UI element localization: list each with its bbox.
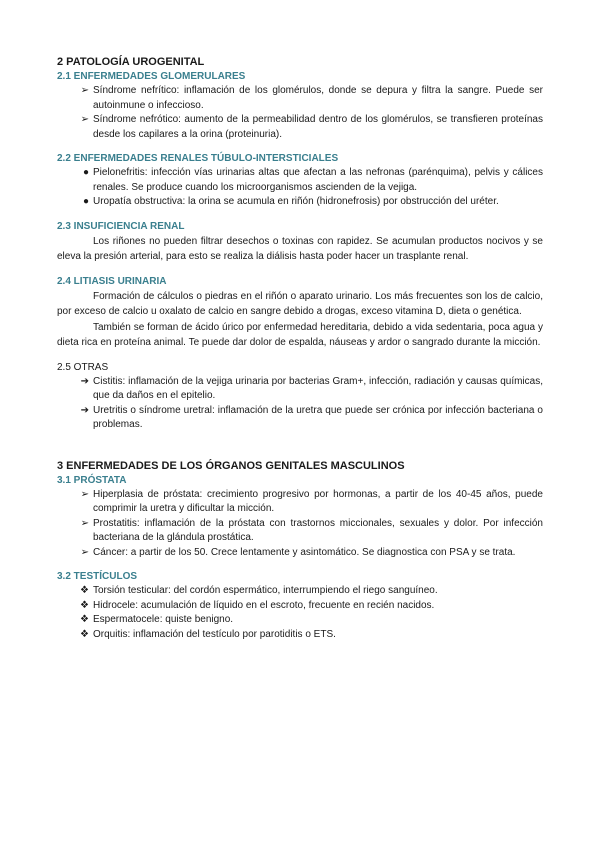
arrowhead-bullet-icon: ➢ (80, 114, 89, 125)
list-item (57, 375, 543, 404)
diamond-bullet-icon: ❖ (80, 628, 89, 640)
section-2-1-title: 2.1 ENFERMEDADES GLOMERULARES (57, 71, 246, 82)
arrowhead-bullet-icon: ➢ (80, 517, 89, 529)
section-3-1-title: 3.1 PRÓSTATA (57, 474, 127, 486)
list-item (57, 546, 543, 561)
list-item (57, 195, 543, 210)
prostate-list (57, 488, 543, 561)
list-item (57, 113, 543, 142)
section-2-2-title: 2.2 ENFERMEDADES RENALES TÚBULO-INTERSTICIALES (57, 153, 339, 164)
section-3-title: 3 ENFERMEDADES DE LOS ÓRGANOS GENITALES MASCULINOS (57, 459, 405, 472)
list-item-text: Orquitis: inflamación del testículo por parotiditis o ETS. (93, 628, 336, 640)
list-item-text: Síndrome nefrítico: inflamación de los glomérulos, donde se depura y filtra la sangre. Puede ser autoinmune o infeccioso. (93, 85, 543, 111)
diamond-bullet-icon: ❖ (80, 599, 89, 611)
list-item (57, 488, 543, 517)
list-item-text: Pielonefritis: infección vías urinarias altas que afectan a las nefronas (parénquima), pelvis y cálices renales. Se produce cuando los microorganismos ascienden de la vejiga. (93, 167, 543, 193)
testicles-list (57, 584, 543, 642)
list-item-text: Prostatitis: inflamación de la próstata con trastornos miccionales, sexuales y dolor. Por infección bacteriana de la glándula prostática. (93, 517, 543, 543)
lithiasis-paragraph-1: Formación de cálculos o piedras en el riñón o aparato urinario. Los más frecuentes son los de calcio, por exceso de calcio u oxalato de calcio en sangre debido a drogas, exceso vitamina D, dieta o genética. (57, 290, 543, 317)
renal-insufficiency-paragraph: Los riñones no pueden filtrar desechos o toxinas con rapidez. Se acumulan productos nocivos y se eleva la presión arterial, para esto se realiza la diálisis hasta poder hacer un trasplante renal. (57, 235, 543, 262)
list-item-text: Espermatocele: quiste benigno. (93, 614, 234, 625)
diamond-bullet-icon: ❖ (80, 585, 89, 596)
list-item-text: Cistitis: inflamación de la vejiga urinaria por bacterias Gram+, infección, radiación y causas químicas, que da daños en el epitelio. (93, 375, 543, 401)
section-2-5-title: 2.5 OTRAS (57, 361, 109, 373)
arrowhead-bullet-icon: ➢ (80, 85, 89, 96)
list-item-text: Cáncer: a partir de los 50. Crece lentamente y asintomático. Se diagnostica con PSA y se trata. (93, 546, 516, 558)
list-item (57, 84, 543, 113)
list-item-text: Hidrocele: acumulación de líquido en el escroto, frecuente en recién nacidos. (93, 599, 435, 611)
dot-bullet-icon: ● (82, 167, 89, 178)
section-2-4-title: 2.4 LITIASIS URINARIA (57, 275, 167, 287)
dot-bullet-icon: ● (82, 196, 89, 207)
list-item (57, 166, 543, 195)
list-item-text: Síndrome nefrótico: aumento de la permeabilidad dentro de los glomérulos, se transfieren proteínas desde los capilares a la orina (proteinuria). (93, 114, 543, 140)
section-2-3-title: 2.3 INSUFICIENCIA RENAL (57, 220, 185, 232)
list-item-text: Uretritis o síndrome uretral: inflamación de la uretra que puede ser crónica por infección bacteriana o problemas. (93, 404, 543, 430)
arrowhead-bullet-icon: ➢ (80, 488, 89, 500)
other-diseases-list (57, 375, 543, 433)
list-item-text: Hiperplasia de próstata: crecimiento progresivo por hormonas, a partir de los 40-45 años, puede comprimir la uretra y dificultar la micción. (93, 488, 543, 514)
list-item (57, 628, 543, 643)
arrowhead-bullet-icon: ➢ (80, 546, 89, 558)
glomerular-diseases-list (57, 84, 543, 142)
list-item (57, 517, 543, 546)
list-item-text: Torsión testicular: del cordón espermático, interrumpiendo el riego sanguíneo. (93, 585, 438, 596)
section-2-title: 2 PATOLOGÍA UROGENITAL (57, 56, 205, 68)
list-item-text: Uropatía obstructiva: la orina se acumula en riñón (hidronefrosis) por obstrucción del uréter. (93, 196, 499, 207)
tubulointerstitial-diseases-list (57, 166, 543, 210)
list-item (57, 584, 543, 599)
list-item (57, 599, 543, 614)
arrow-bullet-icon: ➔ (80, 404, 89, 416)
document-page (57, 55, 543, 642)
arrow-bullet-icon: ➔ (80, 375, 89, 387)
list-item (57, 613, 543, 628)
diamond-bullet-icon: ❖ (80, 614, 89, 625)
section-3-2-title: 3.2 TESTÍCULOS (57, 571, 138, 582)
list-item (57, 404, 543, 433)
lithiasis-paragraph-2: También se forman de ácido úrico por enfermedad hereditaria, debido a vida sedentaria, poca agua y dieta rica en proteína animal. Te puede dar dolor de espalda, náuseas y ardor o sangrado durante la micción. (57, 321, 543, 348)
